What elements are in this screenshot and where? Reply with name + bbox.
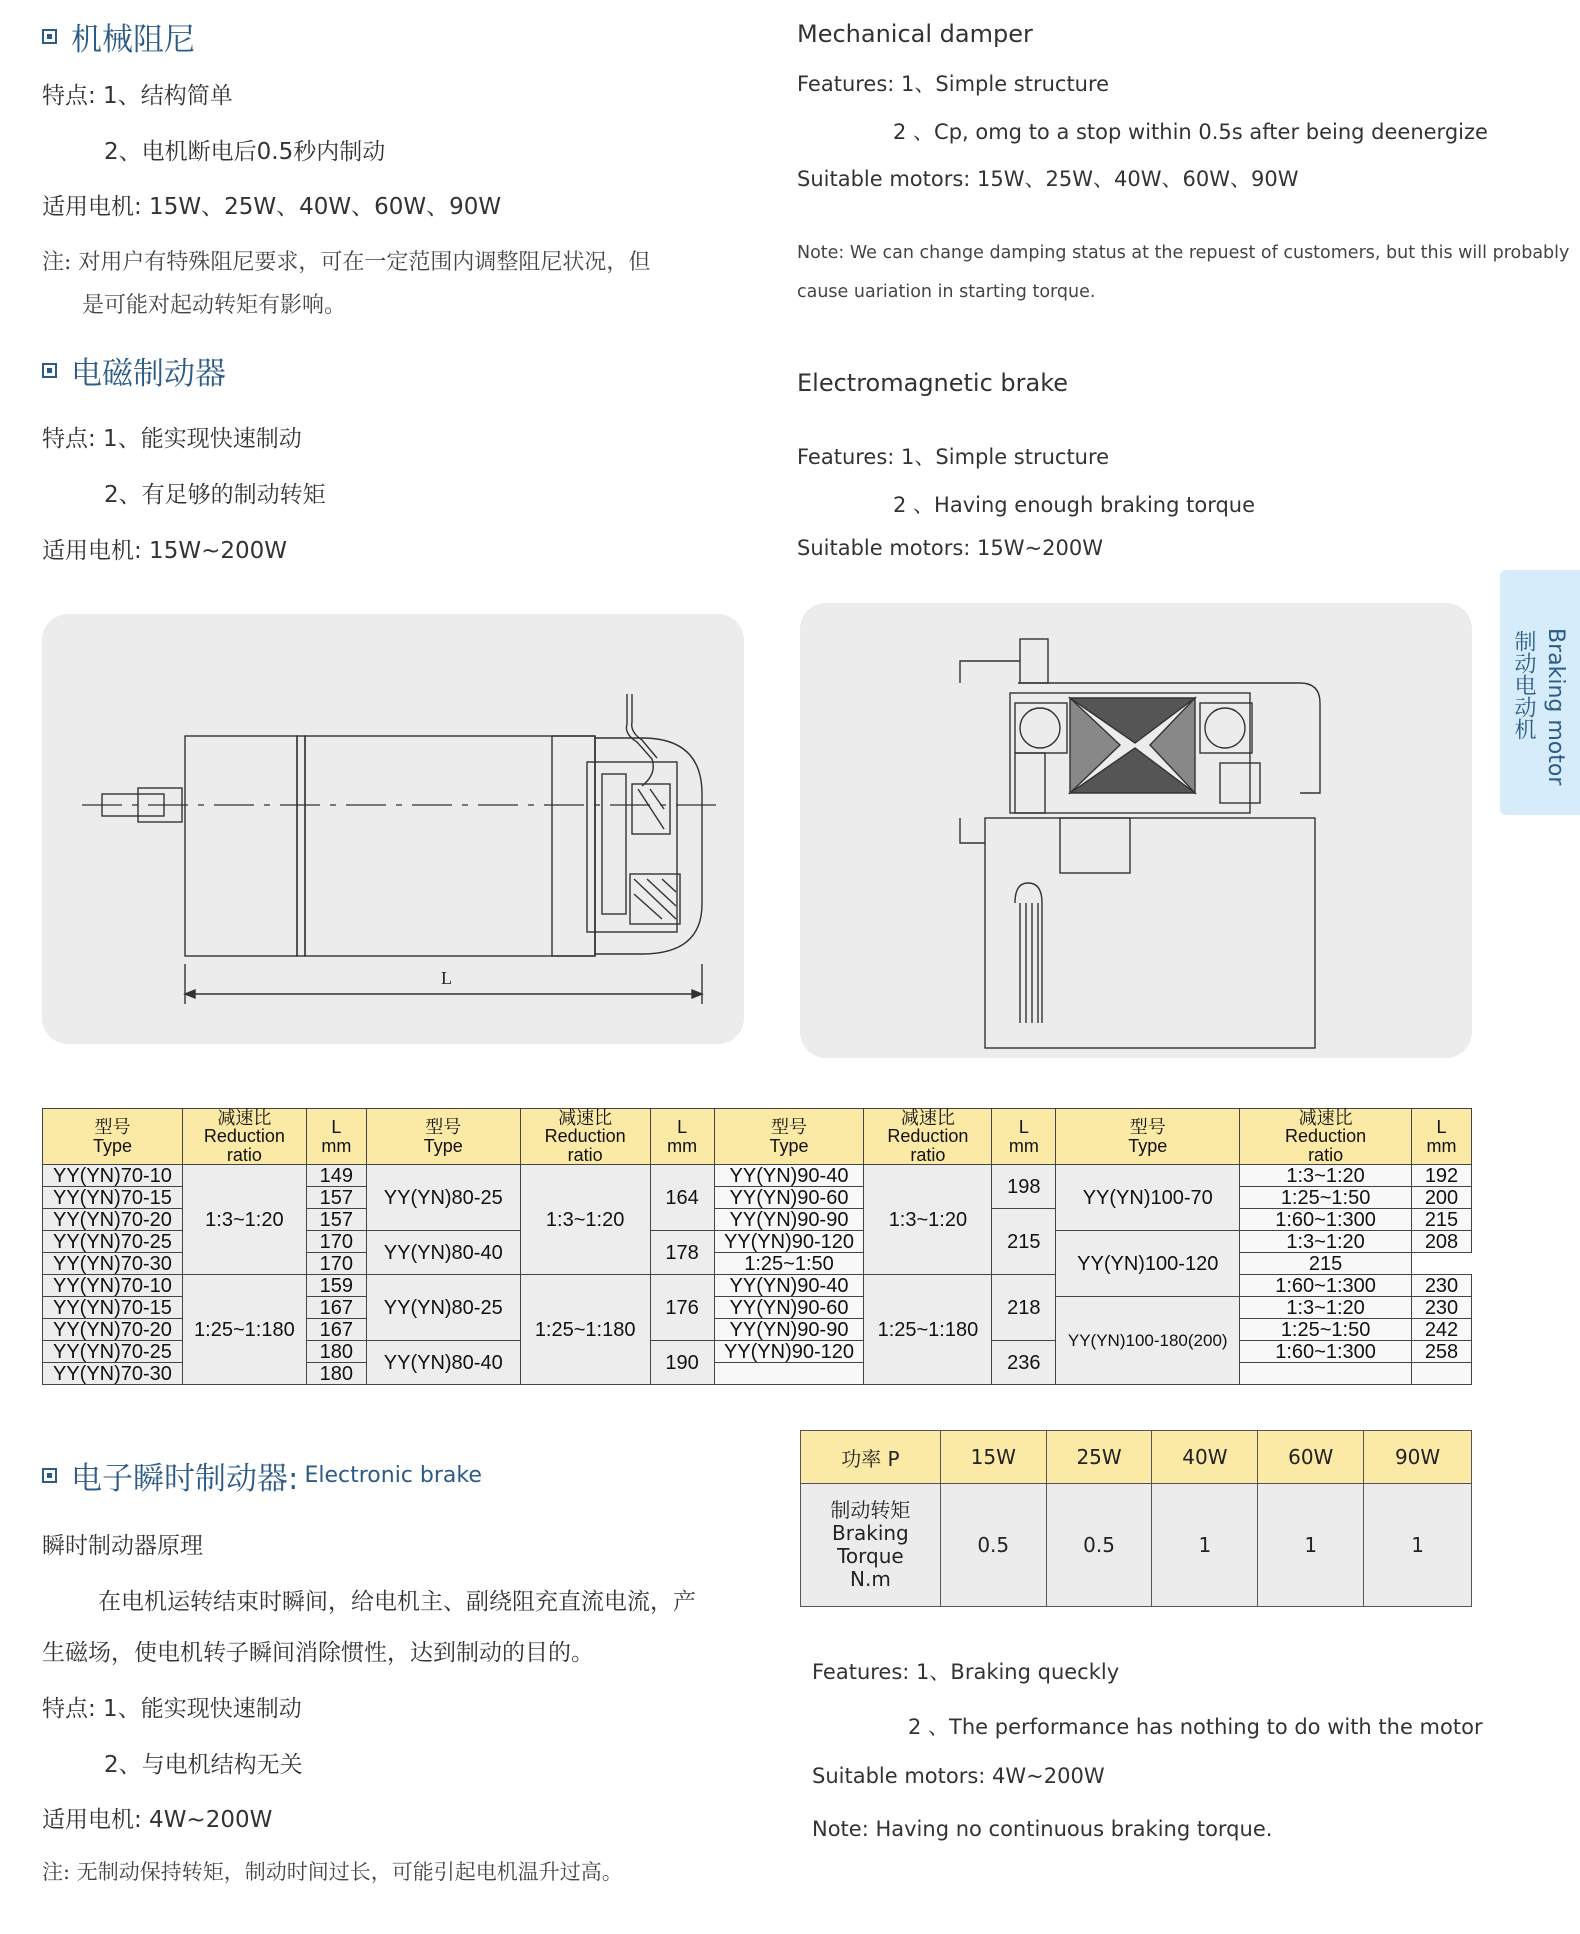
- section-title-text: 机械阻尼: [71, 22, 195, 58]
- eb-feature-1: 特点: 1、能实现快速制动: [42, 1696, 302, 1722]
- torque-15w: 0.5: [940, 1484, 1046, 1607]
- cell-l-70: 167: [306, 1297, 366, 1319]
- cell-type-70: YY(YN)70-15: [43, 1297, 183, 1319]
- header-l: [1412, 1109, 1472, 1165]
- cell-ratio-100: 1:25~1:50: [714, 1253, 864, 1275]
- section-title-electronic-brake: [42, 1453, 482, 1498]
- em-feature-2: 2、有足够的制动转矩: [104, 482, 326, 508]
- torque-label-en2: Torque: [837, 1544, 904, 1568]
- cell-type-100: YY(YN)100-120: [1056, 1231, 1240, 1297]
- header-mm-text: mm: [321, 1135, 352, 1156]
- power-90w: 90W: [1364, 1431, 1472, 1484]
- cell-l-90: 236: [992, 1341, 1056, 1385]
- cell-l-100: 208: [1412, 1231, 1472, 1253]
- header-ratio-en2: ratio: [226, 1144, 262, 1165]
- mech-suitable-motors: 适用电机: 15W、25W、40W、60W、90W: [42, 194, 502, 220]
- cell-ratio-80: 1:3~1:20: [520, 1165, 650, 1275]
- header-ratio-cn: 减速比: [900, 1108, 955, 1128]
- spec-table: [42, 1108, 1472, 1385]
- bullet-square-icon: [42, 1468, 57, 1483]
- cell-ratio-80: 1:25~1:180: [520, 1275, 650, 1385]
- cell-l-100: 200: [1412, 1187, 1472, 1209]
- mech-note-line2: 是可能对起动转矩有影响。: [82, 293, 347, 318]
- cell-type-80: YY(YN)80-40: [366, 1231, 520, 1275]
- power-torque-table: [800, 1430, 1472, 1607]
- cell-ratio-100: 1:60~1:300: [1240, 1341, 1412, 1363]
- cell-ratio-90: 1:3~1:20: [864, 1165, 992, 1275]
- header-mm-text: mm: [1008, 1135, 1039, 1156]
- header-l: [992, 1109, 1056, 1165]
- header-ratio-en2: ratio: [1308, 1144, 1344, 1165]
- cell-type-80: YY(YN)80-40: [366, 1341, 520, 1385]
- header-ratio-en1: Reduction: [544, 1126, 626, 1147]
- header-type-en: Type: [1128, 1135, 1168, 1156]
- header-ratio-cn: 减速比: [217, 1108, 272, 1128]
- bullet-square-icon: [42, 363, 57, 378]
- header-l-text: L: [1018, 1117, 1029, 1138]
- power-40w: 40W: [1152, 1431, 1258, 1484]
- table-row: [43, 1275, 1472, 1297]
- torque-25w: 0.5: [1046, 1484, 1152, 1607]
- header-ratio-en1: Reduction: [1285, 1126, 1367, 1147]
- cell-ratio-100: [1240, 1363, 1412, 1385]
- eb-principle-heading: 瞬时制动器原理: [42, 1533, 203, 1559]
- mech-feature-2: 2、电机断电后0.5秒内制动: [104, 139, 386, 165]
- motor-outline-drawing: [42, 614, 744, 1044]
- section-title-text: 电子瞬时制动器:: [71, 1461, 299, 1497]
- cell-ratio-100: 1:60~1:300: [1240, 1275, 1412, 1297]
- eb-feature-2: 2、与电机结构无关: [104, 1752, 303, 1778]
- cell-type-100: YY(YN)100-180(200): [1056, 1297, 1240, 1385]
- en-em-feature-2: 2 、Having enough braking torque: [893, 493, 1256, 517]
- cell-type-70: YY(YN)70-10: [43, 1165, 183, 1187]
- header-type-en: Type: [423, 1135, 463, 1156]
- em-suitable-motors: 适用电机: 15W~200W: [42, 538, 287, 564]
- cell-l-90: 215: [992, 1209, 1056, 1275]
- power-label: 功率 P: [801, 1431, 941, 1484]
- cell-l-80: 190: [650, 1341, 714, 1385]
- cell-ratio-100: 1:3~1:20: [1240, 1297, 1412, 1319]
- en-eb-note: Note: Having no continuous braking torque.: [812, 1817, 1273, 1841]
- mech-feature-1: 特点: 1、结构简单: [42, 83, 233, 109]
- cell-ratio-100: 1:25~1:50: [1240, 1319, 1412, 1341]
- en-mech-suitable-motors: Suitable motors: 15W、25W、40W、60W、90W: [797, 167, 1299, 191]
- em-feature-1: 特点: 1、能实现快速制动: [42, 426, 302, 452]
- cell-l-100: 215: [1240, 1253, 1412, 1275]
- cell-ratio-100: 1:3~1:20: [1240, 1231, 1412, 1253]
- header-type-cn: 型号: [1129, 1117, 1166, 1138]
- en-em-feature-1: Features: 1、Simple structure: [797, 445, 1110, 469]
- dimension-label-l: L: [441, 968, 452, 988]
- torque-40w: 1: [1152, 1484, 1258, 1607]
- header-type: [366, 1109, 520, 1165]
- cell-type-80: YY(YN)80-25: [366, 1165, 520, 1231]
- cell-type-70: YY(YN)70-25: [43, 1231, 183, 1253]
- cell-l-80: 164: [650, 1165, 714, 1231]
- torque-row: [801, 1484, 1472, 1607]
- table-row: [43, 1165, 1472, 1187]
- cell-type-90: [714, 1363, 864, 1385]
- eb-principle-line1: 在电机运转结束时瞬间，给电机主、副绕阻充直流电流，产: [98, 1589, 696, 1615]
- section-title-mechanical-damper: [42, 14, 195, 59]
- en-eb-feature-1: Features: 1、Braking queckly: [812, 1660, 1120, 1684]
- cell-l-70: 157: [306, 1209, 366, 1231]
- bullet-square-icon: [42, 29, 57, 44]
- cell-l-70: 180: [306, 1341, 366, 1363]
- cell-type-90: YY(YN)90-90: [714, 1319, 864, 1341]
- header-type-cn: 型号: [94, 1117, 131, 1138]
- en-mech-feature-1: Features: 1、Simple structure: [797, 72, 1110, 96]
- header-ratio: [520, 1109, 650, 1165]
- header-ratio-cn: 减速比: [1298, 1108, 1353, 1128]
- cell-type-70: YY(YN)70-30: [43, 1253, 183, 1275]
- header-type-en: Type: [92, 1135, 132, 1156]
- header-ratio-en2: ratio: [567, 1144, 603, 1165]
- cell-type-70: YY(YN)70-20: [43, 1319, 183, 1341]
- en-mech-feature-2: 2 、Cp, omg to a stop within 0.5s after being deenergize: [893, 120, 1488, 144]
- en-mech-note-line1: Note: We can change damping status at the repuest of customers, but this will probably: [797, 243, 1570, 263]
- cell-l-100: 215: [1412, 1209, 1472, 1231]
- cell-l-90: 198: [992, 1165, 1056, 1209]
- torque-label-unit: N.m: [850, 1567, 891, 1591]
- cell-l-70: 157: [306, 1187, 366, 1209]
- cell-type-80: YY(YN)80-25: [366, 1275, 520, 1341]
- cell-type-90: YY(YN)90-60: [714, 1297, 864, 1319]
- header-ratio-en2: ratio: [910, 1144, 946, 1165]
- spec-header-row: [43, 1109, 1472, 1165]
- cell-type-70: YY(YN)70-15: [43, 1187, 183, 1209]
- section-title-text: 电磁制动器: [71, 356, 226, 392]
- cell-type-90: YY(YN)90-90: [714, 1209, 864, 1231]
- header-type: [1056, 1109, 1240, 1165]
- cell-ratio-100: 1:60~1:300: [1240, 1209, 1412, 1231]
- cell-l-80: 178: [650, 1231, 714, 1275]
- power-header-row: [801, 1431, 1472, 1484]
- cell-ratio-100: 1:25~1:50: [1240, 1187, 1412, 1209]
- header-ratio: [864, 1109, 992, 1165]
- motor-drawing-panel: [42, 614, 744, 1044]
- cell-type-90: YY(YN)90-120: [714, 1231, 864, 1253]
- torque-label-cn: 制动转矩: [830, 1498, 911, 1522]
- header-type-cn: 型号: [770, 1117, 807, 1138]
- header-mm-text: mm: [1426, 1135, 1457, 1156]
- en-mech-note-line2: cause uariation in starting torque.: [797, 282, 1096, 302]
- header-l: [306, 1109, 366, 1165]
- power-15w: 15W: [940, 1431, 1046, 1484]
- section-title-electromagnetic-brake: [42, 348, 226, 393]
- brake-drawing-panel: [800, 603, 1472, 1058]
- torque-90w: 1: [1364, 1484, 1472, 1607]
- torque-label: [801, 1484, 941, 1607]
- cell-l-100: 242: [1412, 1319, 1472, 1341]
- header-l-text: L: [331, 1117, 342, 1138]
- header-type-en: Type: [769, 1135, 809, 1156]
- cell-type-70: YY(YN)70-10: [43, 1275, 183, 1297]
- power-60w: 60W: [1258, 1431, 1364, 1484]
- header-l-text: L: [677, 1117, 688, 1138]
- cell-type-70: YY(YN)70-20: [43, 1209, 183, 1231]
- cell-l-100: 192: [1412, 1165, 1472, 1187]
- side-tab-cn: 制动电动机: [1511, 630, 1536, 740]
- cell-ratio-90: 1:25~1:180: [864, 1275, 992, 1385]
- cell-l-100: 230: [1412, 1275, 1472, 1297]
- header-mm-text: mm: [667, 1135, 698, 1156]
- cell-ratio-70: 1:25~1:180: [182, 1275, 306, 1385]
- eb-suitable-motors: 适用电机: 4W~200W: [42, 1807, 273, 1833]
- en-eb-suitable-motors: Suitable motors: 4W~200W: [812, 1764, 1105, 1788]
- header-ratio: [1240, 1109, 1412, 1165]
- header-l: [650, 1109, 714, 1165]
- cell-l-90: 218: [992, 1275, 1056, 1341]
- section-title-en: Electronic brake: [304, 1463, 482, 1488]
- cell-l-100: 230: [1412, 1297, 1472, 1319]
- brake-cross-section-drawing: [800, 603, 1472, 1058]
- torque-label-en1: Braking: [832, 1521, 909, 1545]
- header-ratio-cn: 减速比: [558, 1108, 613, 1128]
- power-25w: 25W: [1046, 1431, 1152, 1484]
- cell-type-90: YY(YN)90-40: [714, 1165, 864, 1187]
- cell-ratio-70: 1:3~1:20: [182, 1165, 306, 1275]
- side-tab-en: Braking motor: [1543, 628, 1568, 786]
- header-ratio: [182, 1109, 306, 1165]
- en-eb-feature-2: 2 、The performance has nothing to do with the motor: [908, 1715, 1483, 1739]
- cell-type-70: YY(YN)70-25: [43, 1341, 183, 1363]
- en-title-electromagnetic-brake: Electromagnetic brake: [797, 369, 1069, 397]
- cell-type-90: YY(YN)90-60: [714, 1187, 864, 1209]
- en-em-suitable-motors: Suitable motors: 15W~200W: [797, 536, 1103, 560]
- eb-note: 注: 无制动保持转矩，制动时间过长，可能引起电机温升过高。: [42, 1860, 623, 1884]
- en-title-mechanical-damper: Mechanical damper: [797, 20, 1033, 48]
- header-type: [714, 1109, 864, 1165]
- eb-principle-line2: 生磁场，使电机转子瞬间消除惯性，达到制动的目的。: [42, 1640, 594, 1666]
- cell-l-80: 176: [650, 1275, 714, 1341]
- torque-60w: 1: [1258, 1484, 1364, 1607]
- header-type: [43, 1109, 183, 1165]
- cell-l-70: 159: [306, 1275, 366, 1297]
- cell-l-70: 167: [306, 1319, 366, 1341]
- header-l-text: L: [1436, 1117, 1447, 1138]
- cell-type-90: YY(YN)90-40: [714, 1275, 864, 1297]
- cell-l-70: 180: [306, 1363, 366, 1385]
- cell-l-100: 258: [1412, 1341, 1472, 1363]
- cell-type-100: YY(YN)100-70: [1056, 1165, 1240, 1231]
- cell-l-70: 170: [306, 1253, 366, 1275]
- cell-l-70: 170: [306, 1231, 366, 1253]
- cell-l-100: [1412, 1363, 1472, 1385]
- cell-type-70: YY(YN)70-30: [43, 1363, 183, 1385]
- cell-ratio-100: 1:3~1:20: [1240, 1165, 1412, 1187]
- cell-l-70: 149: [306, 1165, 366, 1187]
- header-type-cn: 型号: [425, 1117, 462, 1138]
- header-ratio-en1: Reduction: [203, 1126, 285, 1147]
- mech-note-line1: 注: 对用户有特殊阻尼要求，可在一定范围内调整阻尼状况，但: [42, 250, 651, 275]
- cell-type-90: YY(YN)90-120: [714, 1341, 864, 1363]
- side-tab-braking-motor[interactable]: [1500, 570, 1580, 815]
- header-ratio-en1: Reduction: [887, 1126, 969, 1147]
